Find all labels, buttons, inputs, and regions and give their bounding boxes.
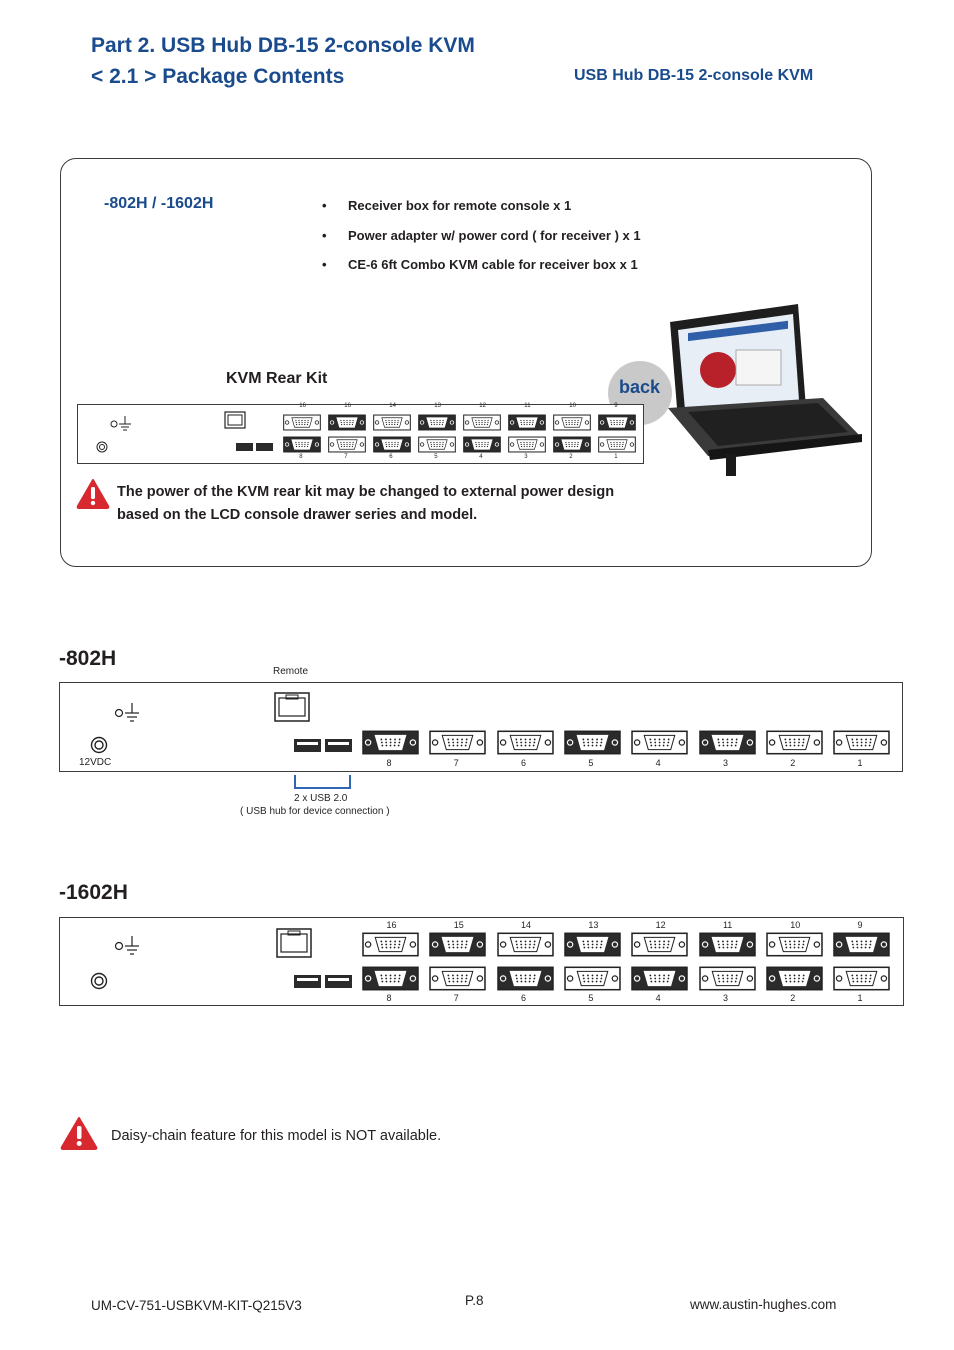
ground-icon [112, 701, 144, 723]
db15-port-icon [328, 436, 366, 453]
model-802h-title: -802H [59, 647, 117, 670]
port-number-label: 4 [655, 993, 661, 1003]
port-number-label: 7 [344, 454, 348, 460]
power-jack-icon [96, 441, 108, 453]
db15-port-icon [508, 436, 546, 453]
db15-port-icon [373, 414, 411, 431]
db15-port-icon [328, 414, 366, 431]
usb-ports-icon [294, 739, 354, 753]
db15-port [564, 966, 621, 996]
website-link[interactable]: www.austin-hughes.com [690, 1297, 837, 1312]
port-number-label: 1 [614, 454, 618, 460]
model-names: -802H / -1602H [104, 195, 214, 212]
port-number-label: 14 [389, 403, 396, 409]
port-number-label: 3 [524, 454, 528, 460]
db15-port [553, 414, 591, 436]
db15-port-icon [598, 436, 636, 453]
power-warning-text: The power of the KVM rear kit may be changed to external power design based on the LCD console drawer series and model. [117, 484, 615, 523]
db15-port-icon [283, 436, 321, 453]
db15-port-icon [766, 730, 823, 755]
usb-ports-icon [294, 975, 354, 989]
db15-port-icon [362, 966, 419, 991]
db15-port [362, 932, 419, 962]
db15-port [429, 932, 486, 962]
page-number: P.8 [465, 1293, 484, 1308]
port-number-label: 11 [722, 920, 733, 930]
port-number-label: 14 [521, 920, 532, 930]
usb-bracket [293, 773, 353, 793]
port-number-label: 1 [857, 993, 863, 1003]
port-number-label: 7 [453, 993, 459, 1003]
db15-port [699, 966, 756, 996]
warning-icon [76, 478, 110, 509]
db15-port [508, 414, 546, 436]
db15-port [631, 730, 688, 760]
package-item: • Receiver box for remote console x 1 [322, 198, 572, 213]
db15-port-icon [463, 414, 501, 431]
port-number-label: 3 [722, 993, 728, 1003]
db15-port-icon [766, 932, 823, 957]
db15-port [564, 730, 621, 760]
power-jack-icon [90, 972, 108, 990]
db15-port-icon [564, 966, 621, 991]
port-number-label: 6 [389, 454, 393, 460]
model-1602h-title: -1602H [59, 881, 128, 904]
db15-port [362, 966, 419, 996]
section-title: < 2.1 > Package Contents [91, 65, 345, 88]
port-number-label: 1 [857, 758, 863, 768]
port-number-label: 16 [344, 403, 351, 409]
db15-port-icon [553, 436, 591, 453]
usb-ports-icon [236, 443, 276, 452]
db15-port-icon [833, 730, 890, 755]
port-number-label: 8 [386, 993, 392, 1003]
port-number-label: 8 [386, 758, 392, 768]
db15-port-icon [362, 932, 419, 957]
db15-port [429, 730, 486, 760]
model-802h-rear-panel [59, 682, 903, 772]
usb-note: ( USB hub for device connection ) [240, 806, 390, 817]
db15-port-icon [418, 436, 456, 453]
rj45-port-icon [276, 928, 312, 958]
db15-port-icon [699, 966, 756, 991]
db15-port [497, 966, 554, 996]
db15-port [418, 414, 456, 436]
back-label: back [619, 377, 661, 397]
db15-port [833, 730, 890, 760]
port-number-label: 10 [790, 920, 801, 930]
db15-port-icon [429, 966, 486, 991]
db15-port-icon [631, 730, 688, 755]
db15-port-icon [497, 966, 554, 991]
db15-port-icon [497, 932, 554, 957]
port-number-label: 8 [299, 454, 303, 460]
port-number-label: 13 [588, 920, 599, 930]
db15-port [766, 966, 823, 996]
db15-port [362, 730, 419, 760]
document-id: UM-CV-751-USBKVM-KIT-Q215V3 [91, 1298, 302, 1313]
port-number-label: 13 [434, 403, 441, 409]
rj45-port-icon [224, 411, 246, 429]
port-number-label: 2 [569, 454, 573, 460]
db15-port-icon [553, 414, 591, 431]
lcd-console-drawer-image [648, 300, 868, 480]
db15-port [463, 414, 501, 436]
db15-port [699, 932, 756, 962]
ground-icon [108, 414, 136, 432]
power-label: 12VDC [79, 757, 112, 768]
db15-port [833, 932, 890, 962]
port-number-label: 11 [524, 403, 531, 409]
port-number-label: 12 [655, 920, 666, 930]
db15-port [766, 730, 823, 760]
port-number-label: 9 [857, 920, 863, 930]
port-number-label: 3 [722, 758, 728, 768]
daisy-chain-note: Daisy-chain feature for this model is NOT available. [111, 1128, 442, 1144]
db15-port [766, 932, 823, 962]
db15-port-icon [508, 414, 546, 431]
usb-label: 2 x USB 2.0 [294, 793, 348, 804]
rj45-port-icon [274, 692, 310, 722]
package-item: • CE-6 6ft Combo KVM cable for receiver box x 1 [322, 257, 638, 272]
db15-port-icon [631, 966, 688, 991]
db15-port-icon [283, 414, 321, 431]
db15-port-icon [598, 414, 636, 431]
db15-port-icon [631, 932, 688, 957]
db15-port [328, 414, 366, 436]
db15-port-icon [362, 730, 419, 755]
db15-port [564, 932, 621, 962]
db15-port [373, 414, 411, 436]
port-number-label: 2 [790, 993, 796, 1003]
db15-port-icon [418, 414, 456, 431]
port-number-label: 5 [588, 758, 594, 768]
header-subtitle: USB Hub DB-15 2-console KVM [574, 67, 814, 84]
port-number-label: 2 [790, 758, 796, 768]
db15-port [283, 414, 321, 436]
db15-port [497, 932, 554, 962]
db15-port [833, 966, 890, 996]
db15-port [631, 966, 688, 996]
db15-port-icon [766, 966, 823, 991]
db15-port-icon [833, 932, 890, 957]
db15-port [598, 414, 636, 436]
db15-port-icon [833, 966, 890, 991]
port-number-label: 5 [434, 454, 438, 460]
port-number-label: 6 [521, 758, 527, 768]
port-number-label: 4 [479, 454, 483, 460]
db15-port [497, 730, 554, 760]
db15-port-icon [463, 436, 501, 453]
ground-icon [112, 934, 144, 956]
db15-port [631, 932, 688, 962]
port-number-label: 10 [569, 403, 576, 409]
port-number-label: 15 [453, 920, 464, 930]
kvm-rear-kit-panel [77, 404, 644, 464]
db15-port-icon [564, 932, 621, 957]
db15-port-icon [429, 730, 486, 755]
db15-port-icon [497, 730, 554, 755]
port-number-label: 5 [588, 993, 594, 1003]
package-item: • Power adapter w/ power cord ( for receiver ) x 1 [322, 228, 641, 243]
port-number-label: 16 [299, 403, 306, 409]
db15-port [429, 966, 486, 996]
db15-port [699, 730, 756, 760]
page-title: Part 2. USB Hub DB-15 2-console KVM [91, 34, 475, 57]
remote-label: Remote [273, 666, 309, 677]
port-number-label: 6 [521, 993, 527, 1003]
port-number-label: 4 [655, 758, 661, 768]
kvm-rear-kit-label: KVM Rear Kit [226, 370, 328, 387]
db15-port-icon [429, 932, 486, 957]
port-number-label: 16 [386, 920, 397, 930]
warning-icon [59, 1116, 99, 1151]
port-number-label: 9 [614, 403, 618, 409]
db15-port-icon [699, 932, 756, 957]
port-number-label: 12 [479, 403, 486, 409]
db15-port-icon [564, 730, 621, 755]
db15-port-icon [373, 436, 411, 453]
power-jack-icon [90, 736, 108, 754]
port-number-label: 7 [453, 758, 459, 768]
model-1602h-rear-panel [59, 917, 904, 1006]
db15-port-icon [699, 730, 756, 755]
